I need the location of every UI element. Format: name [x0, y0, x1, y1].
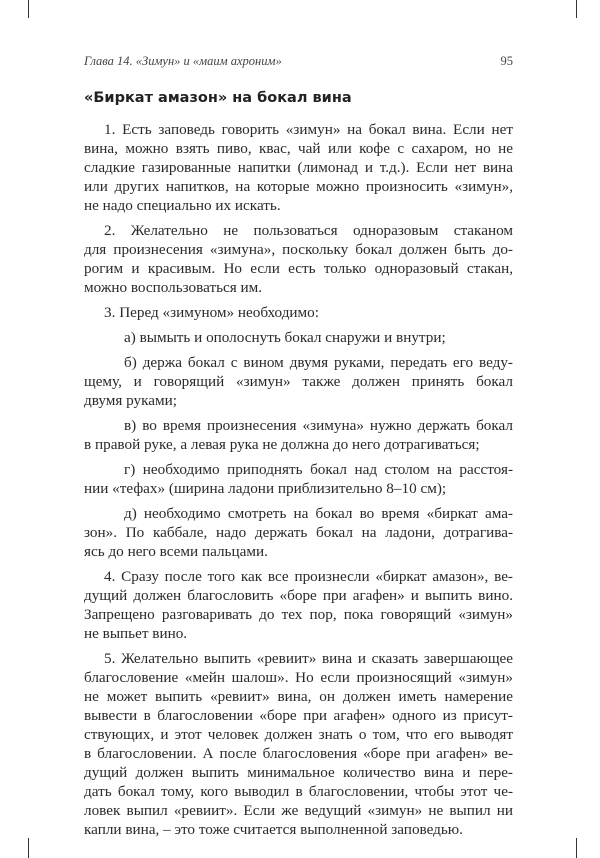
text-line: можно воспользоваться им.	[84, 279, 263, 296]
text-line: не надо специально их искать.	[84, 197, 281, 214]
text-line: сладкие газированные напитки (лимонад и т.д.). Если нет вина	[84, 159, 513, 176]
running-header	[84, 54, 513, 69]
text-line: капли вина, – это тоже считается выполненной заповедью.	[84, 821, 463, 838]
text-line: дать бокал тому, кого выводил в благословении, чтобы этот че-	[84, 783, 513, 800]
text-line: 4. Сразу после того как все произнесли «биркат амазон», ве-	[104, 568, 513, 585]
text-line: вывести в благословении «боре при агафен» одного из присут-	[84, 707, 513, 724]
text-line: ствующих, и этот человек должен знать о том, что его выводят	[84, 726, 513, 743]
crop-mark	[28, 0, 29, 18]
text-line: 5. Желательно выпить «ревиит» вина и сказать завершающее	[104, 650, 513, 667]
text-line: в благословении. А после благословения «боре при агафен» ве-	[84, 745, 513, 762]
body-text	[84, 120, 513, 845]
text-line: а) вымыть и ополоснуть бокал снаружи и внутри;	[124, 329, 446, 346]
text-line: для произнесения «зимуна», поскольку бокал должен быть до-	[84, 241, 513, 258]
text-line: д) необходимо смотреть на бокал во время «биркат ама-	[124, 505, 513, 522]
text-line: или других напитков, на которые можно произносить «зимун»,	[84, 178, 513, 195]
paragraph	[84, 221, 513, 297]
text-line: зон». По каббале, надо держать бокал на ладони, дотрагива-	[84, 524, 513, 541]
running-title: Глава 14. «Зимун» и «маим ахроним»	[84, 54, 282, 68]
text-line: 1. Есть заповедь говорить «зимун» на бокал вина. Если нет	[104, 121, 513, 138]
text-line: Запрещено разговаривать до тех пор, пока говорящий «зимун»	[84, 606, 513, 623]
paragraph	[84, 120, 513, 215]
text-line: г) необходимо приподнять бокал над столом на расстоя-	[124, 461, 513, 478]
paragraph	[84, 460, 513, 498]
text-line: ясь до него всеми пальцами.	[84, 543, 268, 560]
text-line: не выпьет вино.	[84, 625, 188, 642]
text-line: б) держа бокал с вином двумя руками, передать его веду-	[124, 354, 513, 371]
text-line: вина, можно взять пиво, квас, чай или кофе с сахаром, но не	[84, 140, 513, 157]
text-line: рогим и красивым. Но если есть только одноразовый стакан,	[84, 260, 513, 277]
crop-mark	[28, 838, 29, 858]
paragraph	[84, 353, 513, 410]
text-line: 3. Перед «зимуном» необходимо:	[104, 304, 319, 321]
text-line: двумя руками;	[84, 392, 178, 409]
text-line: нии «тефах» (ширина ладони приблизительно 8–10 см);	[84, 480, 447, 497]
text-line: щему, и говорящий «зимун» также должен принять бокал	[84, 373, 513, 390]
text-line: не может выпить «ревиит» вина, он должен иметь намерение	[84, 688, 513, 705]
paragraph	[84, 303, 513, 322]
paragraph	[84, 649, 513, 839]
paragraph	[84, 567, 513, 643]
text-line: в) во время произнесения «зимуна» нужно держать бокал	[124, 417, 513, 434]
text-line: в правой руке, а левая рука не должна до него дотрагиваться;	[84, 436, 480, 453]
text-line: ловек выпил «ревиит». Если же ведущий «зимун» не выпил ни	[84, 802, 513, 819]
text-line: благословение «мейн шалош». Но если произносящий «зимун»	[84, 669, 513, 686]
text-line: дущий должен благословить «боре при агафен» и выпить вино.	[84, 587, 513, 604]
paragraph	[84, 328, 513, 347]
text-line: дущий должен выпить минимальное количество вина и пере-	[84, 764, 513, 781]
paragraph	[84, 416, 513, 454]
text-line: 2. Желательно не пользоваться одноразовым стаканом	[104, 222, 513, 239]
crop-mark	[576, 838, 577, 858]
paragraph	[84, 504, 513, 561]
section-title: «Биркат амазон» на бокал вина	[84, 90, 352, 106]
crop-mark	[576, 0, 577, 18]
page-number: 95	[500, 54, 513, 68]
